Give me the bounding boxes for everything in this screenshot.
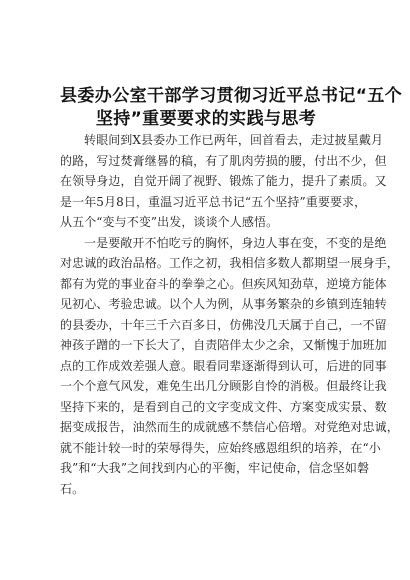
paragraph-point-one [60, 233, 399, 500]
title-line-2: 坚持”重要要求的实践与思考 [95, 109, 317, 129]
document-body [60, 130, 399, 499]
paragraph-line: 是一年5月8日，重温习近平总书记“五个坚持”重要要求， [60, 194, 367, 209]
paragraph-line: 都有为党的事业奋斗的拳拳之心。但疾风知劲草，逆境方能体 [60, 276, 387, 291]
paragraph-line: 在领导身边，自觉开阔了视野、锻炼了能力，提升了素质。又 [60, 174, 387, 188]
paragraph-line: 的县委办，十年三千六百多日，仿佛没几天属于自己，一不留 [60, 317, 387, 332]
paragraph-intro [60, 130, 387, 233]
title-line-1: 县委办公室干部学习贯彻习近平总书记“五个 [60, 86, 403, 106]
paragraph-line: 从五个“变与不变”出发，谈谈个人感悟。 [60, 215, 279, 229]
paragraph-line: 石。 [60, 481, 85, 496]
paragraph-line: 我”和“大我”之间找到内心的平衡，牢记使命，信念坚如磐 [60, 461, 370, 475]
paragraph-line: 据变成报告，油然而生的成就感不禁信心倍增。对党绝对忠诚， [60, 420, 399, 434]
paragraph-line: 对忠诚的政治品格。工作之初，我相信多数人都期望一展身手， [60, 256, 399, 270]
paragraph-line: 一是要敞开不怕吃亏的胸怀，身边人事在变，不变的是绝 [84, 235, 387, 250]
paragraph-line: 见初心、考验忠诚。以个人为例，从事务繁杂的乡镇到连轴转 [60, 297, 387, 311]
paragraph-line: 点的工作成效差强人意。眼看同辈逐渐得到认可，后进的同事 [60, 358, 387, 373]
paragraph-line: 神孩子蹭的一下长大了，自责陪伴太少之余，又惭愧于加班加 [60, 338, 387, 352]
paragraph-line: 转眼间到X县委办工作已两年，回首看去，走过披星戴月 [84, 133, 384, 147]
paragraph-line: 一个个意气风发，难免生出几分顾影自怜的消极。但最终让我 [60, 379, 387, 393]
document-title [60, 85, 403, 131]
paragraph-line: 坚持下来的，是看到自己的文字变成文件、方案变成实景、数 [60, 399, 387, 414]
paragraph-line: 就不能计较一时的荣辱得失，应始终感恩组织的培养，在“小 [60, 440, 381, 455]
paragraph-line: 的路，写过焚膏继晷的稿，有了肌肉劳损的腰，付出不少，但 [60, 153, 387, 168]
